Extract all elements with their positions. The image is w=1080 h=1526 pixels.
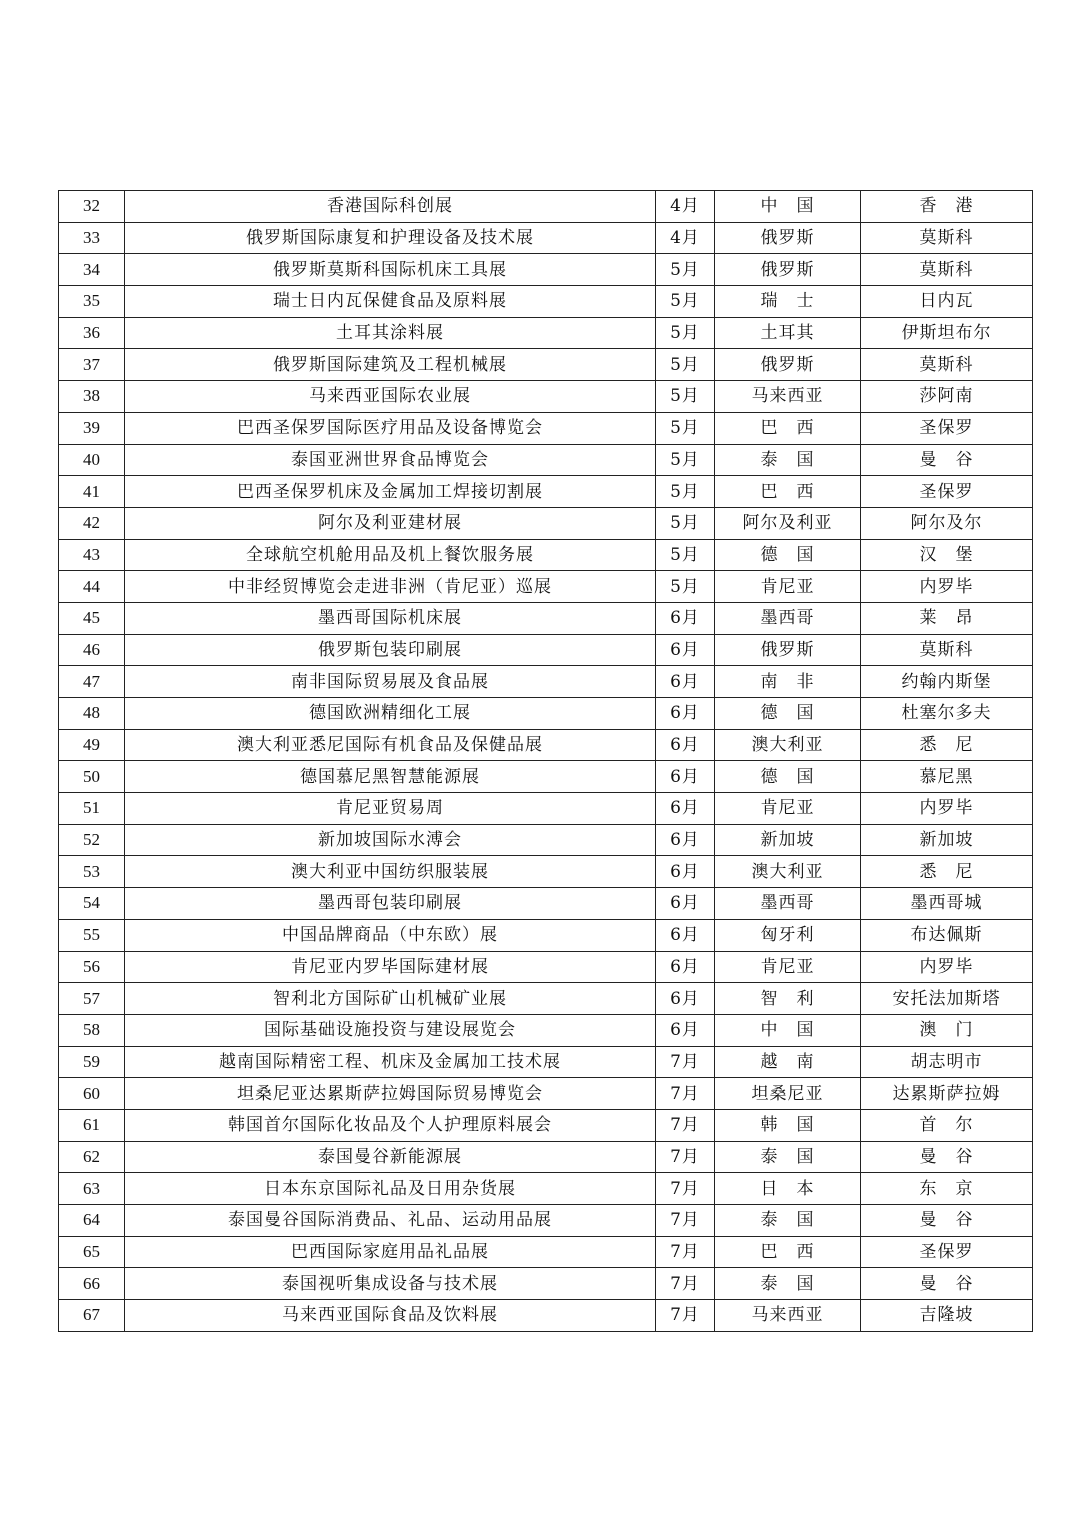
row-number-cell: 33 [59,222,125,254]
month-cell: 6月 [656,634,715,666]
month-cell: 5月 [656,412,715,444]
month-cell: 7月 [656,1141,715,1173]
table-row [59,412,1033,444]
city-cell: 胡志明市 [861,1046,1033,1078]
row-number-cell: 35 [59,286,125,318]
exhibition-name-cell: 德国慕尼黑智慧能源展 [125,761,656,793]
city-cell: 曼 谷 [861,444,1033,476]
month-cell: 5月 [656,476,715,508]
exhibition-name-cell: 韩国首尔国际化妆品及个人护理原料展会 [125,1109,656,1141]
city-cell: 曼 谷 [861,1141,1033,1173]
country-cell: 阿尔及利亚 [715,507,861,539]
country-cell: 韩 国 [715,1109,861,1141]
month-cell: 6月 [656,729,715,761]
month-cell: 5月 [656,571,715,603]
month-cell: 5月 [656,254,715,286]
table-row [59,539,1033,571]
month-cell: 5月 [656,539,715,571]
table-row [59,476,1033,508]
country-cell: 墨西哥 [715,602,861,634]
month-cell: 6月 [656,919,715,951]
month-cell: 7月 [656,1268,715,1300]
table-row [59,1236,1033,1268]
month-cell: 7月 [656,1205,715,1237]
city-cell: 约翰内斯堡 [861,666,1033,698]
exhibition-name-cell: 国际基础设施投资与建设展览会 [125,1014,656,1046]
table-row [59,1268,1033,1300]
city-cell: 内罗毕 [861,793,1033,825]
country-cell: 新加坡 [715,824,861,856]
month-cell: 6月 [656,602,715,634]
month-cell: 7月 [656,1300,715,1332]
month-cell: 6月 [656,698,715,730]
city-cell: 澳 门 [861,1014,1033,1046]
row-number-cell: 43 [59,539,125,571]
country-cell: 越 南 [715,1046,861,1078]
country-cell: 土耳其 [715,317,861,349]
country-cell: 智 利 [715,983,861,1015]
country-cell: 瑞 士 [715,286,861,318]
city-cell: 东 京 [861,1173,1033,1205]
country-cell: 巴 西 [715,412,861,444]
table-row [59,856,1033,888]
table-row [59,983,1033,1015]
exhibition-name-cell: 巴西圣保罗国际医疗用品及设备博览会 [125,412,656,444]
country-cell: 俄罗斯 [715,254,861,286]
row-number-cell: 55 [59,919,125,951]
exhibition-name-cell: 中非经贸博览会走进非洲（肯尼亚）巡展 [125,571,656,603]
row-number-cell: 42 [59,507,125,539]
row-number-cell: 54 [59,888,125,920]
country-cell: 马来西亚 [715,1300,861,1332]
exhibition-name-cell: 新加坡国际水溥会 [125,824,656,856]
country-cell: 俄罗斯 [715,634,861,666]
exhibition-name-cell: 德国欧洲精细化工展 [125,698,656,730]
table-row [59,793,1033,825]
city-cell: 莎阿南 [861,381,1033,413]
exhibition-name-cell: 越南国际精密工程、机床及金属加工技术展 [125,1046,656,1078]
city-cell: 布达佩斯 [861,919,1033,951]
country-cell: 坦桑尼亚 [715,1078,861,1110]
month-cell: 5月 [656,507,715,539]
city-cell: 首 尔 [861,1109,1033,1141]
exhibition-name-cell: 肯尼亚内罗毕国际建材展 [125,951,656,983]
exhibition-name-cell: 土耳其涂料展 [125,317,656,349]
exhibition-name-cell: 俄罗斯莫斯科国际机床工具展 [125,254,656,286]
exhibition-name-cell: 南非国际贸易展及食品展 [125,666,656,698]
city-cell: 慕尼黑 [861,761,1033,793]
table-row [59,349,1033,381]
month-cell: 6月 [656,951,715,983]
city-cell: 内罗毕 [861,571,1033,603]
table-row [59,602,1033,634]
month-cell: 5月 [656,444,715,476]
row-number-cell: 44 [59,571,125,603]
row-number-cell: 67 [59,1300,125,1332]
exhibition-name-cell: 肯尼亚贸易周 [125,793,656,825]
table-row [59,919,1033,951]
city-cell: 莫斯科 [861,254,1033,286]
country-cell: 马来西亚 [715,381,861,413]
table-row [59,729,1033,761]
city-cell: 圣保罗 [861,476,1033,508]
exhibition-schedule-table [58,190,1033,1332]
row-number-cell: 60 [59,1078,125,1110]
city-cell: 新加坡 [861,824,1033,856]
month-cell: 4月 [656,191,715,223]
country-cell: 德 国 [715,698,861,730]
country-cell: 中 国 [715,1014,861,1046]
country-cell: 巴 西 [715,476,861,508]
row-number-cell: 50 [59,761,125,793]
table-row [59,698,1033,730]
country-cell: 德 国 [715,761,861,793]
month-cell: 7月 [656,1078,715,1110]
country-cell: 泰 国 [715,1141,861,1173]
city-cell: 安托法加斯塔 [861,983,1033,1015]
country-cell: 肯尼亚 [715,793,861,825]
table-row [59,191,1033,223]
exhibition-name-cell: 日本东京国际礼品及日用杂货展 [125,1173,656,1205]
exhibition-name-cell: 中国品牌商品（中东欧）展 [125,919,656,951]
row-number-cell: 59 [59,1046,125,1078]
city-cell: 墨西哥城 [861,888,1033,920]
table-row [59,254,1033,286]
table-row [59,571,1033,603]
table-row [59,1014,1033,1046]
city-cell: 悉 尼 [861,729,1033,761]
exhibition-name-cell: 马来西亚国际食品及饮料展 [125,1300,656,1332]
table-row [59,761,1033,793]
table-row [59,507,1033,539]
exhibition-name-cell: 香港国际科创展 [125,191,656,223]
exhibition-name-cell: 瑞士日内瓦保健食品及原料展 [125,286,656,318]
table-row [59,888,1033,920]
city-cell: 阿尔及尔 [861,507,1033,539]
row-number-cell: 64 [59,1205,125,1237]
city-cell: 内罗毕 [861,951,1033,983]
table-row [59,444,1033,476]
row-number-cell: 45 [59,602,125,634]
row-number-cell: 34 [59,254,125,286]
row-number-cell: 61 [59,1109,125,1141]
table-row [59,286,1033,318]
exhibition-name-cell: 墨西哥国际机床展 [125,602,656,634]
exhibition-name-cell: 俄罗斯国际建筑及工程机械展 [125,349,656,381]
country-cell: 德 国 [715,539,861,571]
month-cell: 6月 [656,666,715,698]
row-number-cell: 57 [59,983,125,1015]
exhibition-name-cell: 泰国视听集成设备与技术展 [125,1268,656,1300]
city-cell: 日内瓦 [861,286,1033,318]
row-number-cell: 36 [59,317,125,349]
row-number-cell: 53 [59,856,125,888]
row-number-cell: 66 [59,1268,125,1300]
row-number-cell: 32 [59,191,125,223]
country-cell: 泰 国 [715,1205,861,1237]
month-cell: 6月 [656,793,715,825]
city-cell: 曼 谷 [861,1205,1033,1237]
row-number-cell: 48 [59,698,125,730]
row-number-cell: 51 [59,793,125,825]
country-cell: 澳大利亚 [715,729,861,761]
row-number-cell: 52 [59,824,125,856]
table-row [59,1205,1033,1237]
row-number-cell: 38 [59,381,125,413]
country-cell: 俄罗斯 [715,222,861,254]
row-number-cell: 41 [59,476,125,508]
row-number-cell: 65 [59,1236,125,1268]
month-cell: 5月 [656,317,715,349]
country-cell: 南 非 [715,666,861,698]
city-cell: 香 港 [861,191,1033,223]
month-cell: 6月 [656,856,715,888]
exhibition-name-cell: 俄罗斯国际康复和护理设备及技术展 [125,222,656,254]
table-row [59,824,1033,856]
table-row [59,1300,1033,1332]
country-cell: 俄罗斯 [715,349,861,381]
month-cell: 7月 [656,1046,715,1078]
country-cell: 匈牙利 [715,919,861,951]
table-row [59,1078,1033,1110]
exhibition-name-cell: 全球航空机舱用品及机上餐饮服务展 [125,539,656,571]
month-cell: 6月 [656,824,715,856]
row-number-cell: 62 [59,1141,125,1173]
row-number-cell: 63 [59,1173,125,1205]
month-cell: 4月 [656,222,715,254]
country-cell: 澳大利亚 [715,856,861,888]
month-cell: 5月 [656,286,715,318]
table-row [59,666,1033,698]
row-number-cell: 49 [59,729,125,761]
month-cell: 5月 [656,381,715,413]
city-cell: 莫斯科 [861,349,1033,381]
country-cell: 泰 国 [715,1268,861,1300]
table-row [59,1173,1033,1205]
month-cell: 6月 [656,888,715,920]
country-cell: 肯尼亚 [715,571,861,603]
table-row [59,381,1033,413]
month-cell: 7月 [656,1109,715,1141]
row-number-cell: 40 [59,444,125,476]
city-cell: 圣保罗 [861,1236,1033,1268]
city-cell: 莫斯科 [861,222,1033,254]
row-number-cell: 46 [59,634,125,666]
table-row [59,222,1033,254]
row-number-cell: 47 [59,666,125,698]
exhibition-name-cell: 墨西哥包装印刷展 [125,888,656,920]
exhibition-name-cell: 俄罗斯包装印刷展 [125,634,656,666]
table-row [59,634,1033,666]
month-cell: 5月 [656,349,715,381]
exhibition-name-cell: 马来西亚国际农业展 [125,381,656,413]
exhibition-name-cell: 阿尔及利亚建材展 [125,507,656,539]
exhibition-name-cell: 巴西国际家庭用品礼品展 [125,1236,656,1268]
month-cell: 7月 [656,1173,715,1205]
city-cell: 吉隆坡 [861,1300,1033,1332]
table-row [59,1109,1033,1141]
table-row [59,951,1033,983]
country-cell: 泰 国 [715,444,861,476]
city-cell: 汉 堡 [861,539,1033,571]
table-row [59,1046,1033,1078]
exhibition-name-cell: 澳大利亚中国纺织服装展 [125,856,656,888]
country-cell: 巴 西 [715,1236,861,1268]
city-cell: 曼 谷 [861,1268,1033,1300]
city-cell: 达累斯萨拉姆 [861,1078,1033,1110]
city-cell: 杜塞尔多夫 [861,698,1033,730]
exhibition-name-cell: 泰国曼谷新能源展 [125,1141,656,1173]
month-cell: 6月 [656,983,715,1015]
exhibition-name-cell: 坦桑尼亚达累斯萨拉姆国际贸易博览会 [125,1078,656,1110]
exhibition-name-cell: 智利北方国际矿山机械矿业展 [125,983,656,1015]
table-row [59,1141,1033,1173]
city-cell: 伊斯坦布尔 [861,317,1033,349]
row-number-cell: 37 [59,349,125,381]
exhibition-name-cell: 澳大利亚悉尼国际有机食品及保健品展 [125,729,656,761]
city-cell: 圣保罗 [861,412,1033,444]
month-cell: 6月 [656,1014,715,1046]
month-cell: 6月 [656,761,715,793]
city-cell: 悉 尼 [861,856,1033,888]
country-cell: 墨西哥 [715,888,861,920]
city-cell: 莫斯科 [861,634,1033,666]
country-cell: 肯尼亚 [715,951,861,983]
row-number-cell: 58 [59,1014,125,1046]
table-body [59,191,1033,1332]
exhibition-name-cell: 泰国亚洲世界食品博览会 [125,444,656,476]
row-number-cell: 39 [59,412,125,444]
exhibition-name-cell: 巴西圣保罗机床及金属加工焊接切割展 [125,476,656,508]
city-cell: 莱 昂 [861,602,1033,634]
country-cell: 日 本 [715,1173,861,1205]
month-cell: 7月 [656,1236,715,1268]
table-row [59,317,1033,349]
exhibition-name-cell: 泰国曼谷国际消费品、礼品、运动用品展 [125,1205,656,1237]
country-cell: 中 国 [715,191,861,223]
row-number-cell: 56 [59,951,125,983]
